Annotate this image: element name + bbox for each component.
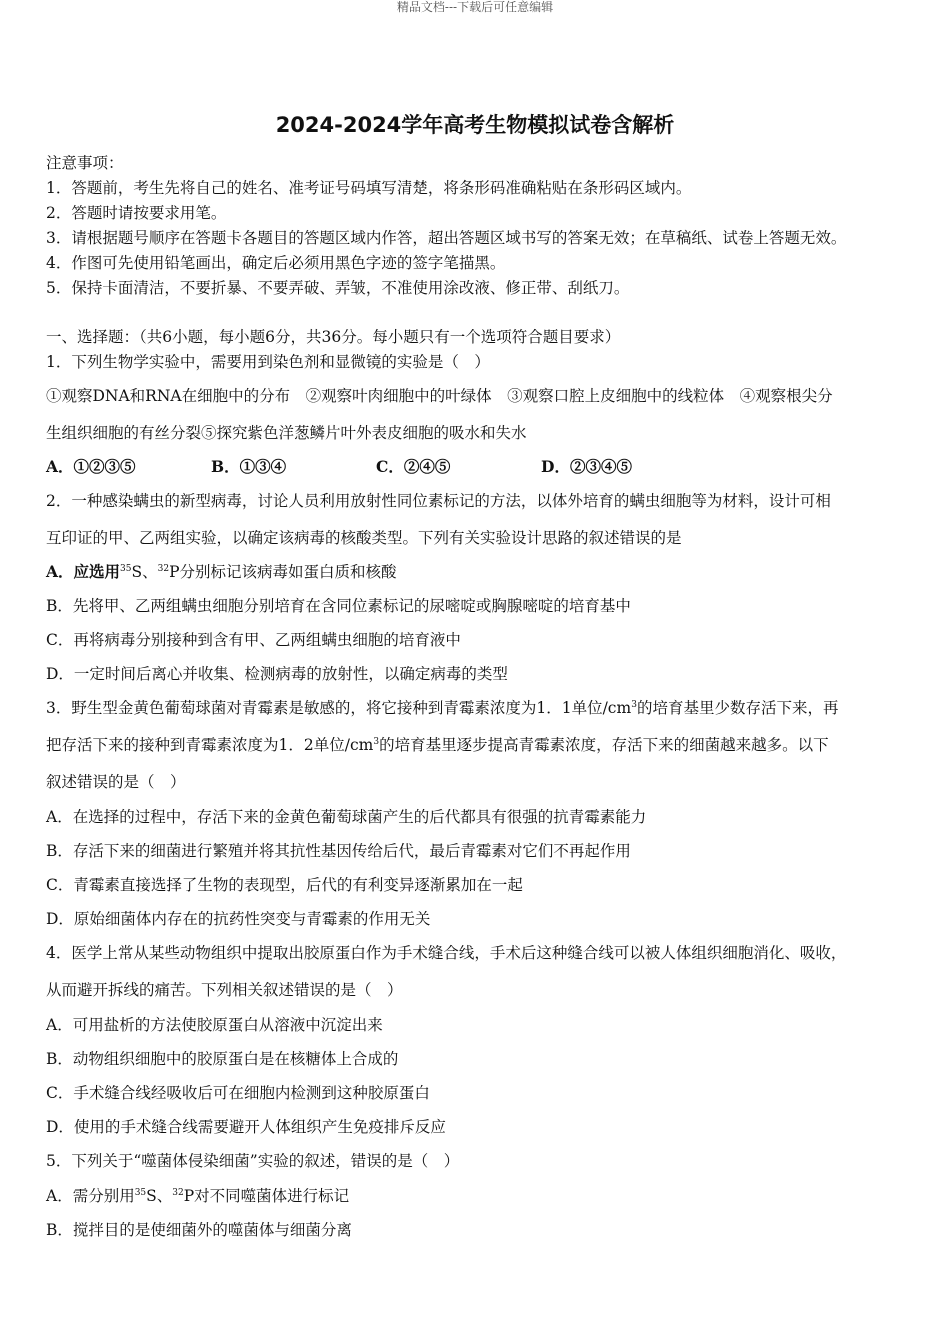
question-5-option-a: A．需分别用$^{35}$S、$^{32}$P对不同噬菌体进行标记 [46,1187,350,1205]
question-2-stem: 互印证的甲、乙两组实验，以确定该病毒的核酸类型。下列有关实验设计思路的叙述错误的是 [46,529,682,547]
notice-item: 5．保持卡面清洁，不要折暴、不要弄破、弄皱，不准使用涂改液、修正带、刮纸刀。 [46,279,630,297]
question-3-stem: 叙述错误的是（ ） [46,773,186,791]
question-4-option-b: B．动物组织细胞中的胶原蛋白是在核糖体上合成的 [46,1050,399,1068]
question-3-option-c: C．青霉素直接选择了生物的表现型，后代的有利变异逐渐累加在一起 [46,876,523,894]
notice-item: 1．答题前，考生先将自己的姓名、准考证号码填写清楚，将条形码准确粘贴在条形码区域内。 [46,179,692,197]
header-note: 精品文档---下载后可任意编辑 [396,0,554,14]
notice-item: 2．答题时请按要求用笔。 [46,204,227,222]
notice-item: 3．请根据题号顺序在答题卡各题目的答题区域内作答，超出答题区域书写的答案无效；在草稿纸、试卷上答题无效。 [46,229,847,247]
question-4-option-c: C．手术缝合线经吸收后可在细胞内检测到这种胶原蛋白 [46,1084,430,1102]
section-heading: 一、选择题：（共6小题，每小题6分，共36分。每小题只有一个选项符合题目要求） [46,328,621,346]
question-2-stem: 2．一种感染螨虫的新型病毒，讨论人员利用放射性同位素标记的方法，以体外培育的螨虫细胞等为材料，设计可相 [46,492,831,510]
page-title: 2024-2024学年高考生物模拟试卷含解析 [275,113,675,137]
option-d: D．②③④⑤ [541,457,632,476]
question-4-stem: 4．医学上常从某些动物组织中提取出胶原蛋白作为手术缝合线，手术后这种缝合线可以被人体组织细胞消化、吸收， [46,944,847,962]
question-2-option-c: C．再将病毒分别接种到含有甲、乙两组螨虫细胞的培育液中 [46,631,461,649]
question-3-stem: 3．野生型金黄色葡萄球菌对青霉素是敏感的，将它接种到青霉素浓度为1．1单位$/cm^3$的培育基里少数存活下来，再 [46,699,839,717]
question-3-stem: 把存活下来的接种到青霉素浓度为1．2单位$/cm^3$的培育基里逐步提高青霉素浓度，存活下来的细菌越来越多。以下 [46,736,829,754]
question-2-option-b: B．先将甲、乙两组螨虫细胞分别培育在含同位素标记的尿嘧啶或胸腺嘧啶的培育基中 [46,597,631,615]
option-a: A．①②③⑤ [46,457,136,476]
notice-heading: 注意事项： [46,154,124,172]
question-2-option-a: A．应选用$^{35}$S、$^{32}$P分别标记该病毒如蛋白质和核酸 [46,562,397,581]
question-3-option-a: A．在选择的过程中，存活下来的金黄色葡萄球菌产生的后代都具有很强的抗青霉素能力 [46,808,647,826]
question-4-option-a: A．可用盐析的方法使胶原蛋白从溶液中沉淀出来 [46,1016,383,1034]
question-2-option-d: D．一定时间后离心并收集、检测病毒的放射性，以确定病毒的类型 [46,665,508,683]
question-1-stem: 1．下列生物学实验中，需要用到染色剂和显微镜的实验是（ ） [46,353,490,371]
question-1-items: ①观察DNA和RNA在细胞中的分布 ②观察叶肉细胞中的叶绿体 ③观察口腔上皮细胞中的线粒体 ④观察根尖分 [46,387,833,405]
question-1-items: 生组织细胞的有丝分裂⑤探究紫色洋葱鳞片叶外表皮细胞的吸水和失水 [46,424,527,442]
question-4-option-d: D．使用的手术缝合线需要避开人体组织产生免疫排斥反应 [46,1118,446,1136]
notice-item: 4．作图可先使用铅笔画出，确定后必须用黑色字迹的签字笔描黑。 [46,254,506,272]
option-b: B．①③④ [211,457,287,476]
option-c: C．②④⑤ [376,457,451,476]
question-3-option-d: D．原始细菌体内存在的抗药性突变与青霉素的作用无关 [46,910,431,928]
question-4-stem: 从而避开拆线的痛苦。下列相关叙述错误的是（ ） [46,981,403,999]
question-5-stem: 5．下列关于“噬菌体侵染细菌”实验的叙述，错误的是（ ） [46,1152,460,1170]
question-5-option-b: B．搅拌目的是使细菌外的噬菌体与细菌分离 [46,1221,352,1239]
question-3-option-b: B．存活下来的细菌进行繁殖并将其抗性基因传给后代，最后青霉素对它们不再起作用 [46,842,631,860]
